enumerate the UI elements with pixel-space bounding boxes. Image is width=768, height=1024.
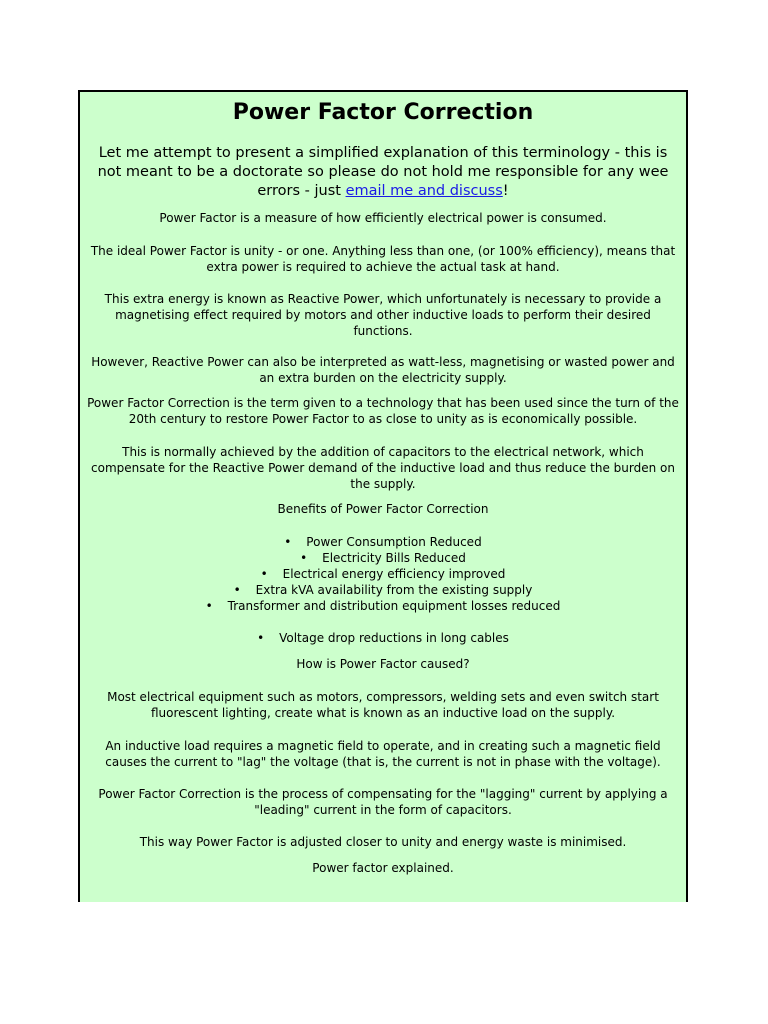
paragraph: This extra energy is known as Reactive Power, which unfortunately is necessary to provide a magnetising effect required by motors and other inductive loads to perform their desired functions.: [104, 292, 662, 338]
page-title: Power Factor Correction: [232, 100, 534, 125]
content-panel: [78, 90, 688, 902]
list-item: • Power Consumption Reduced: [80, 534, 686, 550]
paragraph: This is normally achieved by the addition of capacitors to the electrical network, which compensate for the Reactive Power demand of the inductive load and thus reduce the burden on the supply.: [91, 445, 675, 491]
benefits-list-extra: [80, 630, 686, 646]
paragraph: Power Factor Correction is the term given to a technology that has been used since the turn of the 20th century to restore Power Factor to as close to unity as is economically possible.: [87, 396, 679, 426]
intro-text: Let me attempt to present a simplified explanation of this terminology - this is not meant to be a doctorate so please do not hold me responsible for any wee errors - just: [97, 145, 669, 199]
list-item: • Electricity Bills Reduced: [80, 550, 686, 566]
paragraph: Power Factor is a measure of how efficiently electrical power is consumed.: [159, 211, 607, 225]
list-item: • Extra kVA availability from the existing supply: [80, 582, 686, 598]
intro-paragraph: [88, 144, 678, 201]
benefits-heading: Benefits of Power Factor Correction: [277, 502, 489, 516]
paragraph: Power factor explained.: [312, 861, 454, 875]
paragraph: Most electrical equipment such as motors, compressors, welding sets and even switch start fluorescent lighting, create what is known as an inductive load on the supply.: [107, 690, 659, 720]
paragraph: An inductive load requires a magnetic field to operate, and in creating such a magnetic field causes the current to "lag" the voltage (that is, the current is not in phase with the voltage).: [105, 739, 661, 769]
paragraph: The ideal Power Factor is unity - or one. Anything less than one, (or 100% efficiency), means that extra power is required to achieve the actual task at hand.: [90, 244, 676, 274]
section-heading: How is Power Factor caused?: [296, 657, 470, 671]
list-item: • Electrical energy efficiency improved: [80, 566, 686, 582]
email-link[interactable]: email me and discuss: [345, 183, 503, 199]
paragraph: However, Reactive Power can also be interpreted as watt-less, magnetising or wasted power and an extra burden on the electricity supply.: [91, 355, 675, 385]
paragraph: This way Power Factor is adjusted closer to unity and energy waste is minimised.: [139, 835, 627, 849]
intro-text-end: !: [502, 183, 509, 199]
list-item: • Transformer and distribution equipment losses reduced: [80, 598, 686, 614]
paragraph: Power Factor Correction is the process of compensating for the "lagging" current by applying a "leading" current in the form of capacitors.: [98, 787, 668, 817]
benefits-list: [80, 534, 686, 614]
list-item: • Voltage drop reductions in long cables: [80, 630, 686, 646]
